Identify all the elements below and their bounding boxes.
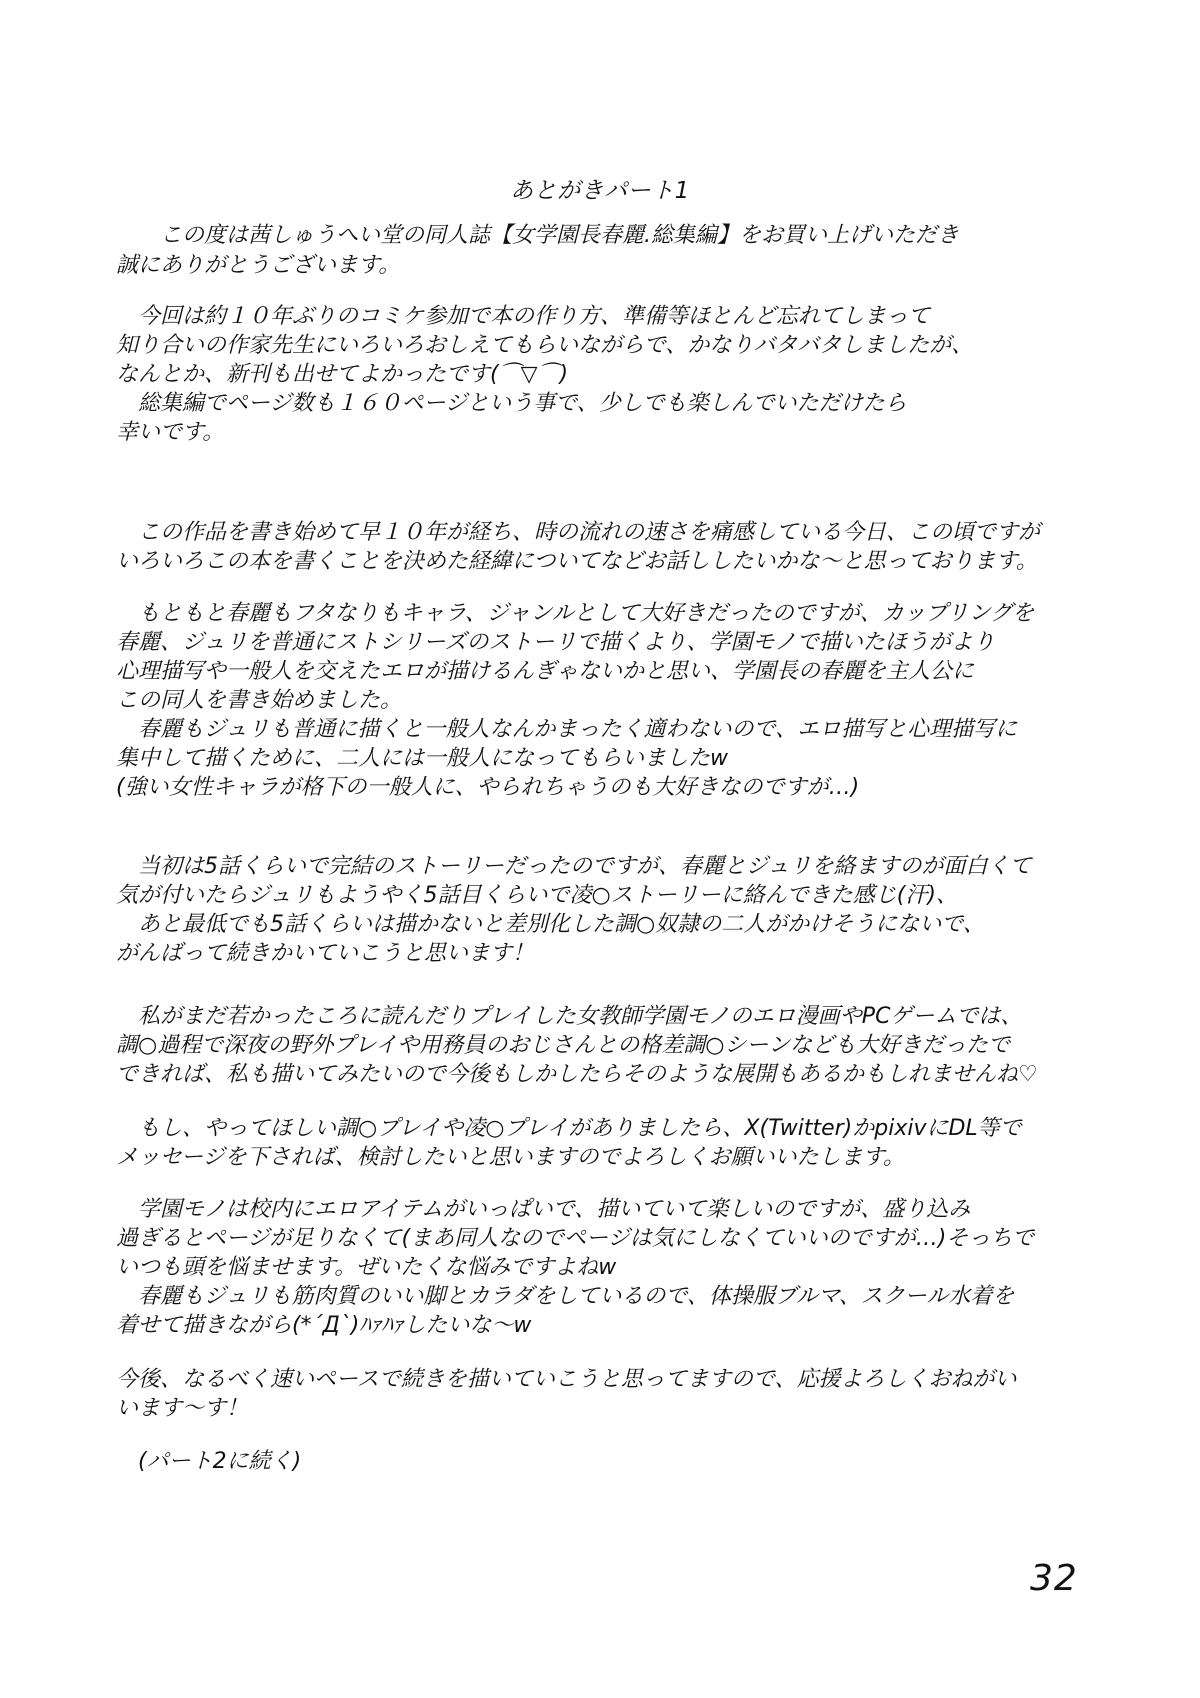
text-line: なんとか、新刊も出せてよかったです(⌒▽⌒) (116, 362, 569, 387)
text-line: 春麗、ジュリを普通にストシリーズのストーリで描くより、学園モノで描いたほうがより (116, 630, 995, 655)
text-line: 今回は約１０年ぶりのコミケ参加で本の作り方、準備等ほとんど忘れてしまって (116, 304, 931, 329)
text-line: 着せて描きながら(*´Д`)ﾊｧﾊｧしたいな～w (116, 1313, 532, 1338)
text-line: できれば、私も描いてみたいので今後もしかしたらそのような展開もあるかもしれませんね♡ (116, 1062, 1038, 1087)
afterword-title: あとがきパート1 (510, 178, 690, 204)
text-line: この同人を書き始めました。 (116, 688, 403, 713)
text-line: いつも頭を悩ませます。ぜいたくな悩みですよねw (116, 1255, 617, 1280)
text-line: 集中して描くために、二人には一般人になってもらいましたw (116, 746, 728, 771)
text-line: 知り合いの作家先生にいろいろおしえてもらいながらで、かなりバタバタしましたが、 (116, 333, 974, 358)
text-line: いろいろこの本を書くことを決めた経緯についてなどお話ししたいかな～と思っております。 (116, 549, 1038, 574)
text-line: もし、やってほしい調○プレイや凌○プレイがありましたら、X(Twitter)かpixivにDL等で (116, 1116, 1022, 1141)
text-line: 春麗もジュリも普通に描くと一般人なんかまったく適わないので、エロ描写と心理描写に (116, 717, 1018, 742)
text-line: (パート2に続く) (116, 1449, 302, 1474)
text-line: 心理描写や一般人を交えたエロが描けるんぎゃないかと思い、学園長の春麗を主人公に (116, 659, 975, 684)
text-line: 今後、なるべく速いペースで続きを描いていこうと思ってますので、応援よろしくおねがい (116, 1367, 1017, 1392)
text-line: 学園モノは校内にエロアイテムがいっぱいで、描いていて楽しいのですが、盛り込み (116, 1197, 971, 1222)
text-line: 誠にありがとうございます。 (116, 253, 401, 278)
text-line: 過ぎるとページが足りなくて(まあ同人なのでページは気にしなくていいのですが…)そっちで (116, 1226, 1035, 1251)
page-number: 32 (1030, 1558, 1078, 1599)
text-line: あと最低でも5話くらいは描かないと差別化した調○奴隷の二人がかけそうにないで、 (116, 912, 985, 937)
text-line: この作品を書き始めて早１０年が経ち、時の流れの速さを痛感している今日、この頃ですが (116, 520, 1041, 545)
text-line: 調○過程で深夜の野外プレイや用務員のおじさんとの格差調○シーンなども大好きだったで (116, 1033, 1010, 1058)
text-line: (強い女性キャラが格下の一般人に、やられちゃうのも大好きなのですが…) (116, 775, 860, 800)
text-line: 当初は5話くらいで完結のストーリーだったのですが、春麗とジュリを絡ますのが面白くて (116, 854, 1032, 879)
text-line: がんばって続きかいていこうと思います！ (116, 941, 535, 966)
text-line: この度は茜しゅうへい堂の同人誌【女学園長春麗.総集編】をお買い上げいただき (116, 223, 959, 248)
text-line: 総集編でページ数も１６０ページという事で、少しでも楽しんでいただけたら (116, 391, 907, 416)
text-line: 幸いです。 (116, 420, 225, 445)
text-line: メッセージを下されば、検討したいと思いますのでよろしくお願いいたします。 (116, 1145, 905, 1170)
text-line: います～す！ (116, 1396, 249, 1421)
text-line: 私がまだ若かったころに読んだりプレイした女教師学園モノのエロ漫画やPCゲームでは、 (116, 1004, 1023, 1029)
text-line: 気が付いたらジュリもようやく5話目くらいで凌○ストーリーに絡んできた感じ(汗)、 (116, 883, 958, 908)
text-line: もともと春麗もフタなりもキャラ、ジャンルとして大好きだったのですが、カップリングを (116, 601, 1035, 626)
text-line: 春麗もジュリも筋肉質のいい脚とカラダをしているので、体操服ブルマ、スクール水着を (116, 1284, 1015, 1309)
